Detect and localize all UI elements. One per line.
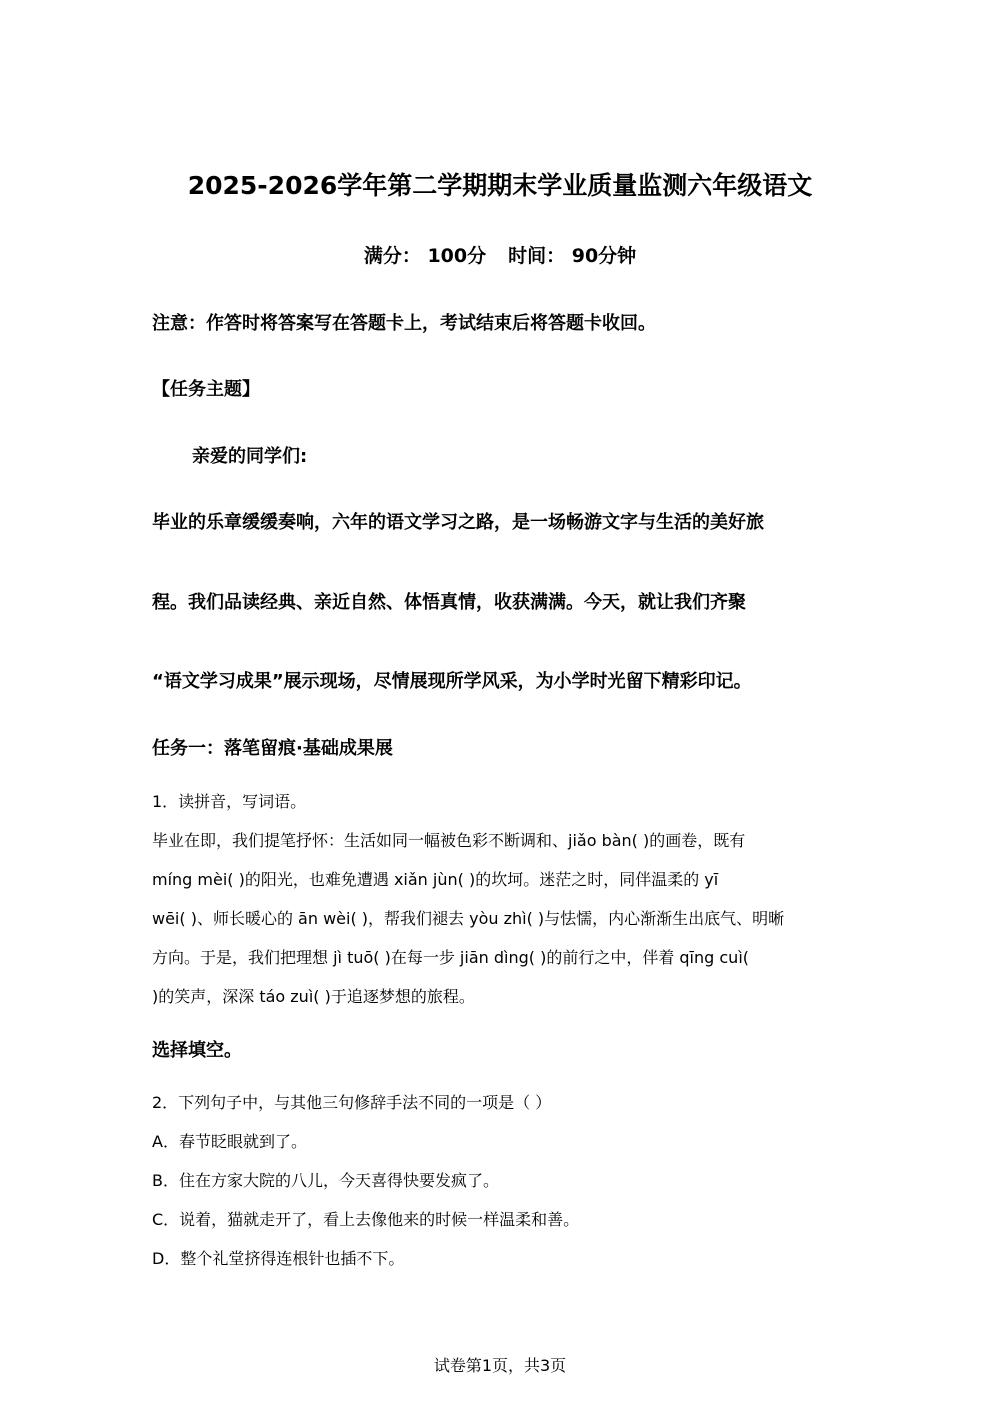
question-1-line: )的笑声，深深 táo zuì( )于追逐梦想的旅程。 <box>152 987 475 1006</box>
full-score: 满分： 100分 <box>363 245 487 267</box>
question-2-option-b: B．住在方家大院的八儿，今天喜得快要发疯了。 <box>152 1171 499 1190</box>
page-title: 2025-2026学年第二学期期末学业质量监测六年级语文 <box>187 171 813 200</box>
question-2-prompt: 2．下列句子中，与其他三句修辞手法不同的一项是（ ） <box>152 1093 552 1112</box>
question-1-line: wēi( )、师长暖心的 ān wèi( )，帮我们褪去 yòu zhì( )与怯懦，内心渐渐生出底气、明晰 <box>152 909 785 928</box>
theme-paragraph-line: 程。我们品读经典、亲近自然、体悟真情，收获满满。今天，就让我们齐聚 <box>152 592 746 613</box>
question-2-option-d: D．整个礼堂挤得连根针也插不下。 <box>152 1249 405 1268</box>
task1-heading: 任务一：落笔留痕·基础成果展 <box>152 738 393 759</box>
question-1-line: 毕业在即，我们提笔抒怀：生活如同一幅被色彩不断调和、jiǎo bàn( )的画卷，既有 <box>152 831 746 850</box>
exam-meta <box>0 240 1000 272</box>
theme-paragraph-line: 毕业的乐章缓缓奏响，六年的语文学习之路，是一场畅游文字与生活的美好旅 <box>152 512 764 533</box>
page-footer: 试卷第1页，共3页 <box>433 1356 567 1375</box>
exam-time: 时间： 90分钟 <box>508 245 637 267</box>
notice: 注意：作答时将答案写在答题卡上，考试结束后将答题卡收回。 <box>152 313 656 334</box>
question-1-line: 方向。于是，我们把理想 jì tuō( )在每一步 jiān dìng( )的前行之中，伴着 qīng cuì( <box>152 948 750 967</box>
question-2-option-a: A．春节眨眼就到了。 <box>152 1132 307 1151</box>
question-2-option-c: C．说着，猫就走开了，看上去像他来的时候一样温柔和善。 <box>152 1210 580 1229</box>
greeting: 亲爱的同学们: <box>192 446 308 467</box>
question-1-line: míng mèi( )的阳光，也难免遭遇 xiǎn jùn( )的坎坷。迷茫之时，同伴温柔的 yī <box>152 870 719 889</box>
theme-paragraph-line: “语文学习成果”展示现场，尽情展现所学风采，为小学时光留下精彩印记。 <box>152 671 752 692</box>
section-2-heading: 选择填空。 <box>152 1040 242 1061</box>
question-1-prompt: 1．读拼音，写词语。 <box>152 792 307 811</box>
theme-heading: 【任务主题】 <box>152 379 260 400</box>
